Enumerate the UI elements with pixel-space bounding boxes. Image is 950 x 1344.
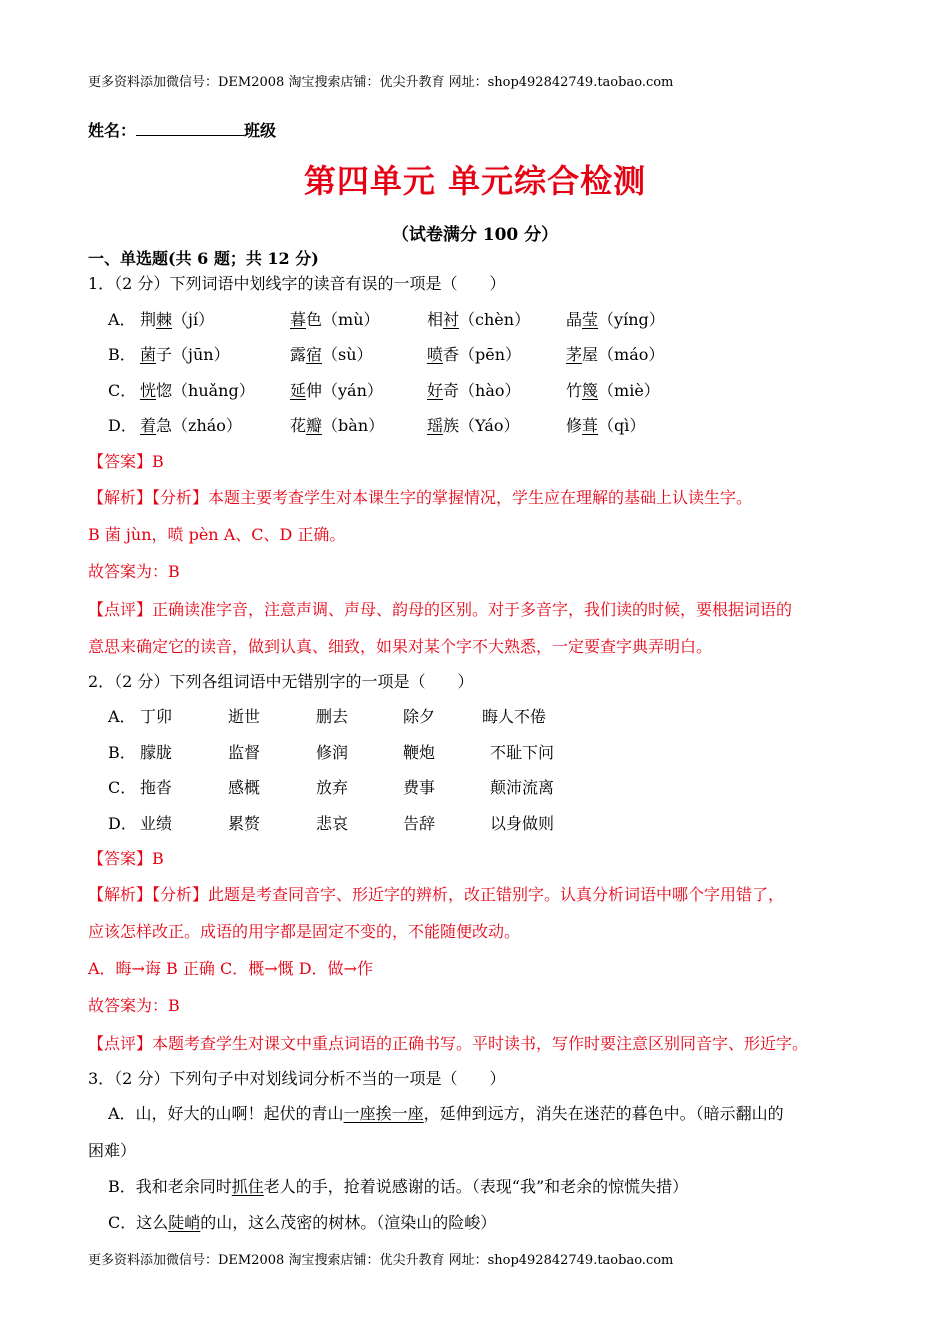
q2-option-word: 颠沛流离 xyxy=(490,778,555,797)
word-part: （bàn） xyxy=(322,416,385,435)
q2-option-word: 鞭炮 xyxy=(403,743,436,762)
underlined-char: 篾 xyxy=(582,381,599,400)
q3-stem: 3．（2 分）下列句子中对划线词分析不当的一项是（ ） xyxy=(88,1069,506,1088)
page-title: 第四单元 单元综合检测 xyxy=(303,162,647,200)
q1-option-word xyxy=(566,413,645,436)
underlined-char: 好 xyxy=(427,381,444,400)
q2-option-label: B． xyxy=(108,743,136,762)
underlined-char: 菌 xyxy=(140,345,157,364)
q1-comment-line1: 【点评】正确读准字音，注意声调、声母、韵母的区别。对于多音字，我们读的时候，要根据词语的 xyxy=(88,600,793,619)
word-part: 色（mù） xyxy=(306,310,380,329)
q2-option-word: 不耻下问 xyxy=(490,743,555,762)
q2-analysis-line1: 【解析】【分析】此题是考查同音字、形近字的辨析，改正错别字。认真分析词语中哪个字用错了， xyxy=(88,885,785,904)
page-subtitle: （试卷满分 100 分） xyxy=(391,225,559,245)
q3-option-a-continued: 困难） xyxy=(88,1141,137,1160)
q2-option-word: 修润 xyxy=(316,743,349,762)
q2-option-word: 以身做则 xyxy=(490,814,555,833)
q1-option-label: A． xyxy=(108,310,136,329)
name-line xyxy=(88,118,276,141)
word-part: 伸（yán） xyxy=(306,381,383,400)
word-part: 修 xyxy=(566,416,583,435)
q1-option-word xyxy=(140,413,242,436)
underlined-char: 瑶 xyxy=(427,416,444,435)
q2-option-word: 悲哀 xyxy=(316,814,349,833)
word-part: （sù） xyxy=(322,345,373,364)
underlined-char: 茅 xyxy=(566,345,583,364)
q2-option-word: 晦人不倦 xyxy=(482,707,547,726)
q2-answer: 【答案】B xyxy=(88,849,164,868)
q1-answer: 【答案】B xyxy=(88,452,164,471)
word-part: 子（jūn） xyxy=(156,345,230,364)
q2-option-word: 放弃 xyxy=(316,778,349,797)
header-watermark: 更多资料添加微信号：DEM2008 淘宝搜索店铺：优尖升教育 网址：shop492842749.taobao.com xyxy=(88,75,674,90)
q1-option-label: D． xyxy=(108,416,137,435)
q3-option-c xyxy=(108,1210,496,1233)
q2-option-label: D． xyxy=(108,814,137,833)
q3-a-text: A．山，好大的山啊！起伏的青山 xyxy=(108,1104,344,1123)
q2-option-word: 逝世 xyxy=(228,707,261,726)
q2-comment: 【点评】本题考查学生对课文中重点词语的正确书写。平时读书，写作时要注意区别同音字、形近字。 xyxy=(88,1034,809,1053)
q1-option-label: C． xyxy=(108,381,137,400)
underlined-char: 棘 xyxy=(156,310,173,329)
q3-c-text-after: 的山，这么茂密的树林。（渲染山的险峻） xyxy=(200,1213,497,1232)
q1-analysis: 【解析】【分析】本题主要考查学生对本课生字的掌握情况，学生应在理解的基础上认读生字。 xyxy=(88,488,753,507)
q3-c-text: C．这么 xyxy=(108,1213,169,1232)
q2-option-word: 业绩 xyxy=(140,814,173,833)
section-heading: 一、单选题(共 6 题；共 12 分) xyxy=(88,249,319,268)
q2-option-word: 丁卯 xyxy=(140,707,173,726)
q1-option-word xyxy=(566,378,660,401)
q1-option-word xyxy=(140,307,214,330)
word-part: 花 xyxy=(290,416,307,435)
word-part: 荆 xyxy=(140,310,157,329)
q2-option-label: C． xyxy=(108,778,137,797)
underlined-char: 恍 xyxy=(140,381,157,400)
q2-stem: 2．（2 分）下列各组词语中无错别字的一项是（ ） xyxy=(88,672,474,691)
q2-option-word: 感概 xyxy=(228,778,261,797)
q3-b-underlined: 抓住 xyxy=(231,1177,264,1196)
q1-option-word xyxy=(290,307,380,330)
q2-option-word: 告辞 xyxy=(403,814,436,833)
underlined-char: 莹 xyxy=(582,310,599,329)
q1-option-word xyxy=(427,307,530,330)
q2-option-word: 累赘 xyxy=(228,814,261,833)
q2-conclusion: 故答案为：B xyxy=(88,996,180,1015)
q1-option-word xyxy=(427,413,520,436)
q1-option-word xyxy=(427,378,521,401)
q2-analysis-line2: 应该怎样改正。成语的用字都是固定不变的，不能随便改动。 xyxy=(88,922,521,941)
word-part: 香（pēn） xyxy=(443,345,522,364)
q1-option-word xyxy=(290,378,383,401)
underlined-char: 衬 xyxy=(443,310,460,329)
footer-watermark: 更多资料添加微信号：DEM2008 淘宝搜索店铺：优尖升教育 网址：shop492842749.taobao.com xyxy=(88,1253,674,1268)
word-part: 急（zháo） xyxy=(156,416,242,435)
word-part: 竹 xyxy=(566,381,583,400)
underlined-char: 葺 xyxy=(582,416,599,435)
q3-a-text-after: ，延伸到远方，消失在迷茫的暮色中。（暗示翻山的 xyxy=(423,1104,784,1123)
q1-option-word xyxy=(290,413,384,436)
q3-b-text: B．我和老余同时 xyxy=(108,1177,232,1196)
q2-option-word: 拖沓 xyxy=(140,778,173,797)
word-part: 相 xyxy=(427,310,444,329)
word-part: 族（Yáo） xyxy=(443,416,520,435)
q1-option-word xyxy=(140,378,255,401)
word-part: （chèn） xyxy=(459,310,531,329)
word-part: 惚（huǎng） xyxy=(156,381,255,400)
q2-option-word: 除夕 xyxy=(403,707,436,726)
q1-option-word xyxy=(427,342,521,365)
underlined-char: 着 xyxy=(140,416,157,435)
q1-option-word xyxy=(140,342,230,365)
name-blank xyxy=(136,121,244,136)
word-part: 晶 xyxy=(566,310,583,329)
q3-a-underlined: 一座挨一座 xyxy=(343,1104,424,1123)
q2-option-label: A． xyxy=(108,707,136,726)
word-part: （yíng） xyxy=(598,310,665,329)
name-label: 姓名： xyxy=(88,121,137,140)
q1-option-word xyxy=(566,342,664,365)
word-part: （jí） xyxy=(172,310,215,329)
q2-option-word: 监督 xyxy=(228,743,261,762)
q1-option-word xyxy=(566,307,665,330)
q3-option-b xyxy=(108,1174,688,1197)
q2-option-word: 朦胧 xyxy=(140,743,173,762)
word-part: 屋（máo） xyxy=(582,345,665,364)
word-part: 奇（hào） xyxy=(443,381,521,400)
q2-option-word: 删去 xyxy=(316,707,349,726)
word-part: （miè） xyxy=(598,381,660,400)
q2-fix: A．晦→诲 B 正确 C．概→慨 D．做→作 xyxy=(88,959,373,978)
underlined-char: 暮 xyxy=(290,310,307,329)
underlined-char: 瓣 xyxy=(306,416,323,435)
word-part: 露 xyxy=(290,345,307,364)
q1-analysis-detail: B 菌 jùn，喷 pèn A、C、D 正确。 xyxy=(88,525,346,544)
underlined-char: 延 xyxy=(290,381,307,400)
q2-option-word: 费事 xyxy=(403,778,436,797)
q1-stem: 1．（2 分）下列词语中划线字的读音有误的一项是（ ） xyxy=(88,274,506,293)
class-label: 班级 xyxy=(244,121,277,140)
underlined-char: 喷 xyxy=(427,345,444,364)
word-part: （qì） xyxy=(598,416,646,435)
q1-option-word xyxy=(290,342,373,365)
q3-option-a xyxy=(108,1101,784,1124)
q1-conclusion: 故答案为：B xyxy=(88,562,180,581)
q1-comment-line2: 意思来确定它的读音，做到认真、细致，如果对某个字不大熟悉，一定要查字典弄明白。 xyxy=(88,637,713,656)
q3-b-text-after: 老人的手，抢着说感谢的话。（表现“我”和老余的惊慌失措） xyxy=(263,1177,689,1196)
q3-c-underlined: 陡峭 xyxy=(168,1213,201,1232)
underlined-char: 宿 xyxy=(306,345,323,364)
q1-option-label: B． xyxy=(108,345,136,364)
